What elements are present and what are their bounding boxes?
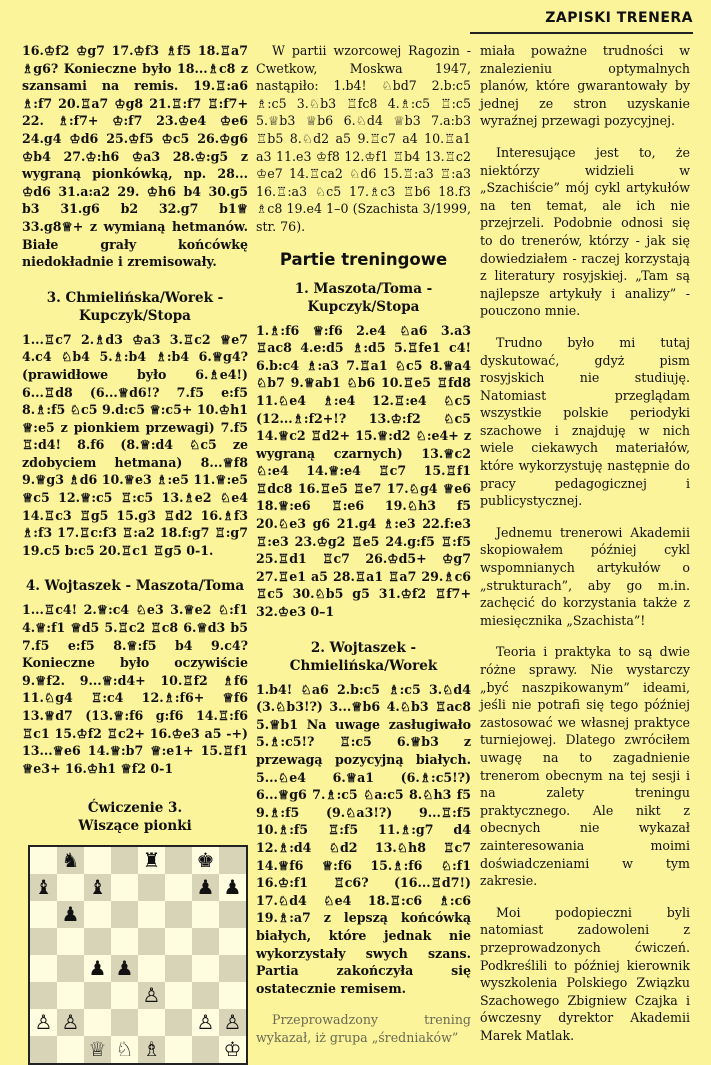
- board-square: [30, 847, 57, 874]
- board-square: ♚: [192, 847, 219, 874]
- chess-diagram: [28, 845, 248, 1065]
- board-square: [138, 874, 165, 901]
- board-square: [111, 847, 138, 874]
- game-4-moves: 1...♖c4! 2.♕:c4 ♘e3 3.♕e2 ♘:f1 4.♕:f1 ♕d5 5.♖c2 ♖c8 6.♕d3 b5 7.f5 e:f5 8.♕:f5 b4 9.c4? Konieczne było oczywiście 9.♕f2. 9...♕:d4+ 10.♖f2 ♗f6 11.♘g4 ♖:c4 12.♗:f6+ ♕f6 13.♕d7 (13.♕:f6 g:f6 14.♖:f6 ♖c1 15.♔f2 ♖c2+ 16.♔e3 a5 -+) 13...♕e6 14.♕:b7 ♕:e1+ 15.♖f1 ♕e3+ 16.♔h1 ♕f2 0-1: [22, 602, 248, 776]
- game-3-moves: 1...♖c7 2.♗d3 ♔a3 3.♖c2 ♕e7 4.c4 ♘b4 5.♗:b4 ♗:b4 6.♕g4? (prawidłowe było 6.♗e4!) 6...♖d8 (6...♕d6!? 7.f5 e:f5 8.♗:f5 ♘c5 9.d:c5 ♕:c5+ 10.♔h1 ♕:e5 z pionkiem przewagi) 7.f5 ♖:d4! 8.f6 (8.♕:d4 ♘c5 ze zdobyciem hetmana) 8...♕f8 9.♕g3 ♗d6 10.♕e3 ♗:e5 11.♕:e5 ♕c5 12.♕:c5 ♖:c5 13.♗e2 ♘e4 14.♖c3 ♖g5 15.g3 ♖d2 16.♗f3 ♗:f3 17.♖c:f3 ♖:a2 18.f:g7 ♖:g7 19.c5 b:c5 20.♖c1 ♖g5 0-1.: [22, 331, 248, 558]
- board-square: ♟: [192, 874, 219, 901]
- board-square: [165, 1009, 192, 1036]
- board-square: [30, 1036, 57, 1063]
- board-square: [138, 955, 165, 982]
- board-square: [165, 874, 192, 901]
- board-square: ♙: [192, 1009, 219, 1036]
- board-square: [165, 1036, 192, 1063]
- board-square: [57, 955, 84, 982]
- training-summary: Przeprowadzony trening wykazał, iż grupa „średniaków”: [256, 1012, 471, 1045]
- board-square: [192, 1036, 219, 1063]
- game-1-moves: 1.♗:f6 ♕:f6 2.e4 ♘a6 3.a3 ♖ac8 4.e:d5 ♗:d5 5.♖fe1 c4! 6.b:c4 ♗:a3 7.♖a1 ♘c5 8.♕a4 ♘b7 9.♕ab1 ♘b6 10.♖e5 ♖fd8 11.♘e4 ♗:e4 12.♖:e4 ♘c5 (12...♗:f2+!? 13.♔:f2 ♘c5 14.♕c2 ♖d2+ 15.♕:d2 ♘:e4+ z wygraną czarnych) 13.♕c2 ♘:e4 14.♕:e4 ♖c7 15.♖f1 ♖dc8 16.♖e5 ♖e7 17.♘g4 ♕e6 18.♕:e6 ♖:e6 19.♘h3 f5 20.♘e3 g6 21.g4 ♗:e3 22.f:e3 ♖:e3 23.♔g2 ♖e5 24.g:f5 ♖:f5 25.♖d1 ♖c7 26.♔d5+ ♔g7 27.♖e1 a5 28.♖a1 ♖a7 29.♗c6 ♖c5 30.♘b5 g5 31.♔f2 ♖f7+ 32.♔e3 0–1: [256, 322, 471, 620]
- board-square: [165, 955, 192, 982]
- header-rule: [470, 32, 693, 34]
- paragraph-1: miała poważne trudności w znalezieniu optymalnych planów, które gwarantowały by jednej ze stron uzyskanie wyraźnej przewagi pozycyjnej.: [480, 43, 690, 129]
- board-square: ♟: [219, 874, 246, 901]
- exercise-subtitle: Wiszące pionki: [78, 818, 192, 835]
- section-title: ZAPISKI TRENERA: [545, 10, 693, 26]
- board-square: [111, 874, 138, 901]
- column-3: [480, 42, 690, 1058]
- board-square: [138, 928, 165, 955]
- exercise-heading: [22, 799, 248, 835]
- board-square: [57, 874, 84, 901]
- board-square: [219, 982, 246, 1009]
- board-square: [219, 901, 246, 928]
- board-square: [84, 928, 111, 955]
- board-square: ♕: [84, 1036, 111, 1063]
- board-square: ♗: [138, 1036, 165, 1063]
- game-2-title: 2. Wojtaszek - Chmielińska/Worek: [289, 639, 438, 674]
- column-1: [22, 42, 248, 1065]
- board-square: [84, 847, 111, 874]
- game-4-title: 4. Wojtaszek - Maszota/Toma: [25, 578, 245, 595]
- board-square: ♙: [57, 1009, 84, 1036]
- board-square: [219, 928, 246, 955]
- board-square: [138, 1009, 165, 1036]
- paragraph-2: Interesujące jest to, że niektórzy widzieli w „Szachiście” mój cykl artykułów na ten temat, ale ich nie przejrzeli. Podobnie odnosi się to do trenerów, którzy - jak się dowiedziałem - raczej korzystają z literatury rosyjskiej. „Tam są najlepsze artykuły i analizy” - pouczono mnie.: [480, 144, 690, 319]
- board-square: [192, 955, 219, 982]
- board-square: ♞: [57, 847, 84, 874]
- board-square: [165, 982, 192, 1009]
- game-2-moves: 1.b4! ♘a6 2.b:c5 ♗:c5 3.♘d4 (3.♘b3!?) 3...♕b6 4.♘b3 ♖ac8 5.♕b1 Na uwage zasługiwało 5.♗:c5!? ♖:c5 6.♕b3 z przewagą pozycyjną białych. 5...♘e4 6.♕a1 (6.♗:c5!?) 6...♕g6 7.♗:c5 ♘a:c5 8.♘h3 f5 9.♗:f5 (9.♘a3!?) 9...♖:f5 10.♗:f5 ♖:f5 11.♗:g7 d4 12.♗:d4 ♘d2 13.♘h8 ♖c7 14.♕f6 ♕:f6 15.♗:f6 ♘:f1 16.♔:f1 ♖c6? (16...♖d7!) 17.♘d4 ♘e4 18.♖:c6 ♗:c6 19.♗:a7 z lepszą końcówką białych, które jednak nie wykorzystały swych szans. Partia zakończyła się ostatecznie remisem.: [256, 681, 471, 996]
- board-square: [84, 901, 111, 928]
- board-square: ♟: [57, 901, 84, 928]
- paragraph-3: Trudno było mi tutaj dyskutować, gdyż pism rosyjskich nie studiuję. Natomiast przeglądam wszystkie polskie periodyki szachowe i znajduję w nich wiele ciekawych materiałów, które wykorzystuję następnie do pracy pedagogicznej i publicystycznej.: [480, 334, 690, 509]
- training-games-heading: Partie treningowe: [279, 249, 448, 269]
- board-square: [219, 847, 246, 874]
- paragraph-5: Teoria i praktyka to są dwie różne sprawy. Nie wystarczy „być naszpikowanym” ideami, jeśli nie potrafi się tego później zastosować we własnej praktyce turniejowej. Dlatego zwróciłem uwagę na to zagadnienie trenerom obecnym na tej sesji i na zalety treningu praktycznego. Ale nikt z obecnych nie wykazał zainteresowania moimi doświadczeniami w tym zakresie.: [480, 644, 690, 889]
- board-square: [57, 1036, 84, 1063]
- paragraph-4: Jednemu trenerowi Akademii skopiowałem później cykl wspomnianych artykułów o „strukturach”, aby go m.in. zachęcić do korzystania także z miesięcznika „Szachista”!: [480, 524, 690, 628]
- board-square: ♙: [138, 982, 165, 1009]
- board-square: [30, 901, 57, 928]
- game-1-title: 1. Maszota/Toma - Kupczyk/Stopa: [294, 280, 433, 315]
- board-square: [165, 901, 192, 928]
- board-square: [30, 955, 57, 982]
- board-square: [192, 901, 219, 928]
- page-header: [0, 0, 711, 36]
- board-square: ♟: [84, 955, 111, 982]
- board-square: ♝: [84, 874, 111, 901]
- board-square: ♔: [219, 1036, 246, 1063]
- model-game-paragraph: W partii wzorcowej Ragozin - Cwetkow, Moskwa 1947, nastąpiło: 1.b4! ♘bd7 2.b:c5 ♗:c5 3.♘b3 ♖fc8 4.♗:c5 ♖:c5 5.♕b3 ♕b6 6.♘d4 ♕b3 7.a:b3 ♖b5 8.♘d2 a5 9.♖c7 a4 10.♖a1 a3 11.e3 ♔f8 12.♔f1 ♖b4 13.♖c2 ♔e7 14.♖ca2 ♘d6 15.♖:a3 ♖:a3 16.♖:a3 ♘c5 17.♗c3 ♖b6 18.f3 ♗c8 19.e4 1–0 (Szachista 3/1999, str. 76).: [256, 43, 471, 234]
- column-2: [256, 42, 471, 1061]
- board-square: [30, 928, 57, 955]
- board-square: ♘: [111, 1036, 138, 1063]
- board-square: ♙: [219, 1009, 246, 1036]
- game-3-title: 3. Chmielińska/Worek - Kupczyk/Stopa: [46, 289, 224, 324]
- board-square: [111, 1009, 138, 1036]
- board-square: [219, 955, 246, 982]
- board-square: ♙: [30, 1009, 57, 1036]
- board-square: ♜: [138, 847, 165, 874]
- board-square: [165, 847, 192, 874]
- paragraph-6: Moi podopieczni byli natomiast zadowoleni z przeprowadzonych ćwiczeń. Podkreślili to później kierownik wyszkolenia Polskiego Związku Szachowego Zbigniew Czajka i ówczesny dyrektor Akademii Marek Matlak.: [480, 904, 690, 1043]
- board-square: [111, 982, 138, 1009]
- board-square: [138, 901, 165, 928]
- board-square: [57, 928, 84, 955]
- board-square: [84, 1009, 111, 1036]
- board-square: [192, 982, 219, 1009]
- board-square: [165, 928, 192, 955]
- board-square: ♟: [111, 955, 138, 982]
- board-square: ♝: [30, 874, 57, 901]
- board-square: [30, 982, 57, 1009]
- game-continuation: 16.♔f2 ♔g7 17.♔f3 ♗f5 18.♖a7 ♗g6? Konieczne było 18...♗c8 z szansami na remis. 19.♖:a6 ♗:f7 20.♖a7 ♔g8 21.♖:f7 ♖:f7+ 22. ♗:f7+ ♔:f7 23.♔e4 ♔e6 24.g4 ♔d6 25.♔f5 ♔c5 26.♔g6 ♔b4 27.♔:h6 ♔a3 28.♔:g5 z wygraną pionkówką, np. 28... ♔d6 31.a:a2 29. ♔h6 b4 30.g5 b3 31.g6 b2 32.g7 b1♕ 33.g8♕+ z wymianą hetmanów. Białe grały końcówkę niedokładnie i zremisowały.: [22, 43, 248, 270]
- board-square: [192, 928, 219, 955]
- board-square: [111, 928, 138, 955]
- exercise-title: Ćwiczenie 3.: [87, 800, 183, 817]
- board-square: [57, 982, 84, 1009]
- board-square: [111, 901, 138, 928]
- board-square: [84, 982, 111, 1009]
